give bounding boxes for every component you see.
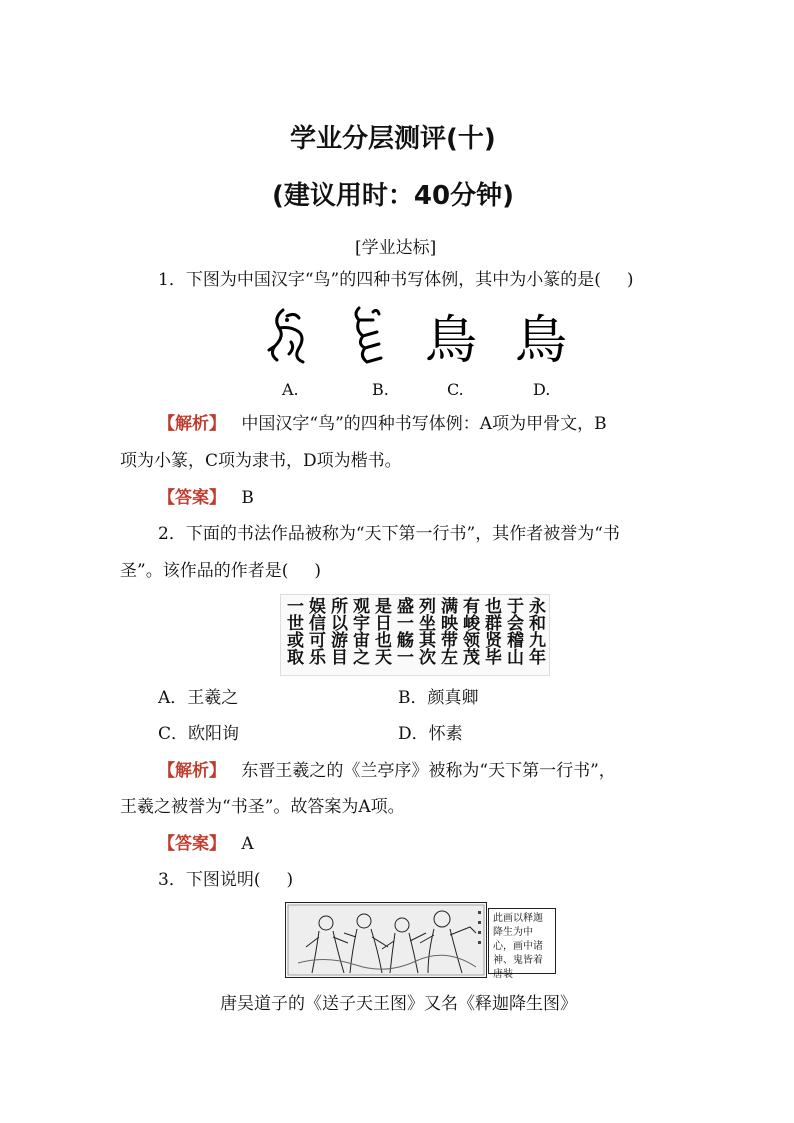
question-1-text: 1．下图为中国汉字“鸟”的四种书写体例，其中为小篆的是(	[158, 270, 601, 290]
q1-option-a[interactable]: A.	[282, 380, 299, 399]
analysis-tag: 【解析】	[158, 414, 226, 434]
q2-option-a[interactable]: A．王羲之	[158, 688, 239, 708]
calligraphy-col: 满映带左	[437, 597, 457, 665]
calligraphy-col: 有峻领茂	[459, 597, 479, 665]
page-subtitle: (建议用时：40分钟)	[272, 181, 514, 211]
clerical-bird-glyph: 鳥	[425, 311, 478, 371]
calligraphy-col: 于会稽山	[503, 597, 523, 665]
bird-glyphs-figure	[265, 300, 568, 371]
q2-option-c[interactable]: C．欧阳询	[158, 724, 240, 744]
section-heading: [学业达标]	[355, 238, 437, 258]
question-1-stem	[158, 268, 633, 292]
question-1-paren-close: )	[626, 270, 634, 290]
calligraphy-col: 列坐其次	[415, 597, 435, 665]
painting-caption: 唐吴道子的《送子天王图》又名《释迦降生图》	[220, 994, 577, 1014]
q2-analysis-text-1: 东晋王羲之的《兰亭序》被称为“天下第一行书”，	[241, 761, 616, 781]
regular-bird-glyph: 鳥	[515, 311, 568, 371]
question-2-text: 圣”。该作品的作者是(	[120, 561, 289, 581]
q1-option-b[interactable]: B.	[372, 380, 389, 399]
small-seal-bird-icon	[343, 302, 391, 366]
oracle-bone-bird-icon	[265, 302, 313, 366]
calligraphy-col: 是日也天	[371, 597, 391, 665]
painting-figures-icon	[286, 903, 486, 977]
calligraphy-columns	[283, 597, 545, 673]
q1-answer-value: B	[241, 488, 254, 508]
calligraphy-image	[280, 594, 550, 676]
q2-analysis-line2: 王羲之被誉为“书圣”。故答案为A项。	[120, 797, 405, 817]
question-2-paren-close: )	[314, 561, 321, 581]
q1-answer	[158, 486, 254, 510]
painting-image	[285, 902, 487, 978]
q2-option-d[interactable]: D．怀素	[398, 724, 463, 744]
page-title: 学业分层测评(十)	[290, 124, 496, 154]
calligraphy-col: 也群贤毕	[481, 597, 501, 665]
answer-tag: 【答案】	[158, 834, 226, 854]
q1-analysis-line2: 项为小篆，C项为隶书，D项为楷书。	[120, 451, 402, 471]
analysis-tag: 【解析】	[158, 761, 226, 781]
q1-analysis-line1	[158, 412, 607, 436]
calligraphy-col: 永和九年	[525, 597, 545, 665]
calligraphy-col: 一世或取	[283, 597, 303, 665]
calligraphy-col: 盛一觞一	[393, 597, 413, 665]
q1-analysis-text-1: 中国汉字“鸟”的四种书写体例：A项为甲骨文，B	[241, 414, 607, 434]
q1-option-c[interactable]: C.	[447, 380, 464, 399]
q2-answer	[158, 832, 254, 856]
question-2-stem-line1: 2．下面的书法作品被称为“天下第一行书”，其作者被誉为“书	[158, 524, 620, 544]
calligraphy-col: 所以游目	[327, 597, 347, 665]
q2-option-b[interactable]: B．颜真卿	[398, 688, 479, 708]
q2-analysis-line1	[158, 759, 616, 783]
q1-option-d[interactable]: D.	[533, 380, 551, 399]
question-3-text: 3．下图说明(	[158, 870, 261, 890]
question-3-paren-close: )	[286, 870, 294, 890]
answer-tag: 【答案】	[158, 488, 226, 508]
q2-answer-value: A	[241, 834, 254, 854]
question-3-stem	[158, 868, 293, 892]
painting-callout: 此画以释迦降生为中心，画中诸神、鬼皆着唐装	[488, 908, 556, 974]
question-2-stem-line2	[120, 559, 321, 583]
calligraphy-col: 观宇宙之	[349, 597, 369, 665]
calligraphy-col: 娱信可乐	[305, 597, 325, 665]
